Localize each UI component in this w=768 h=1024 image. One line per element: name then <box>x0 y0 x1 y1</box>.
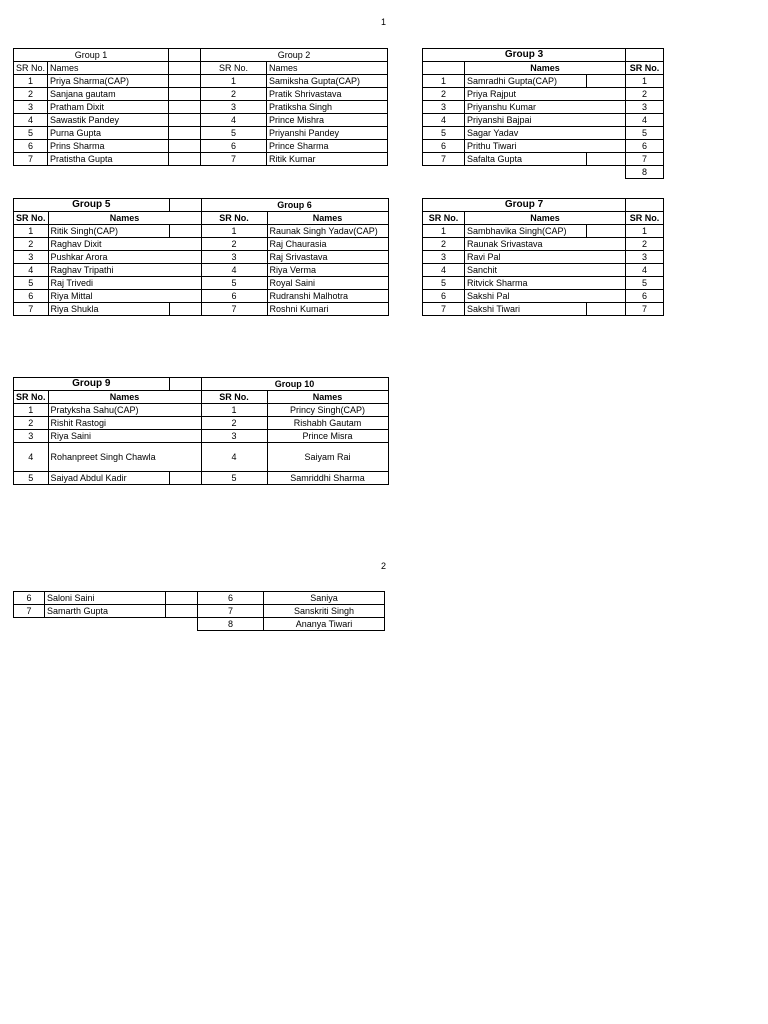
table-row: 4 Sawastik Pandey 4 Prince Mishra <box>14 114 388 127</box>
table-row: 6 Saloni Saini 6 Saniya <box>14 592 385 605</box>
col-sr: SR No. <box>14 212 49 225</box>
table-row: 3 Pushkar Arora 3 Raj Srivastava <box>14 251 389 264</box>
table-row: 6 Riya Mittal 6 Rudranshi Malhotra <box>14 290 389 303</box>
table-row: 8 <box>423 166 664 179</box>
table-row: 6 Prins Sharma 6 Prince Sharma <box>14 140 388 153</box>
table-row: 6 Sakshi Pal 6 <box>423 290 664 303</box>
group-3-table <box>422 48 664 179</box>
column-header-row <box>14 391 389 404</box>
table-row: 3 Pratham Dixit 3 Pratiksha Singh <box>14 101 388 114</box>
table-row: 7 Riya Shukla 7 Roshni Kumari <box>14 303 389 316</box>
col-names: Names <box>267 212 388 225</box>
table-row: 1 Ritik Singh(CAP) 1 Raunak Singh Yadav(CAP) <box>14 225 389 238</box>
group-title: Group 10 <box>201 378 388 391</box>
table-row: 7 Sakshi Tiwari 7 <box>423 303 664 316</box>
table-row: 2 Rishit Rastogi 2 Rishabh Gautam <box>14 417 389 430</box>
col-sr: SR No. <box>201 391 267 404</box>
group-title: Group 3 <box>423 49 626 62</box>
table-row: 3 Riya Saini 3 Prince Misra <box>14 430 389 443</box>
group-title: Group 9 <box>14 378 170 391</box>
col-names: Names <box>267 62 388 75</box>
col-sr: SR No. <box>14 391 49 404</box>
header-row <box>423 199 664 212</box>
col-sr: SR No. <box>201 62 267 75</box>
group-7-table <box>422 198 664 316</box>
group-title: Group 7 <box>423 199 626 212</box>
table-row: 6 Prithu Tiwari 6 <box>423 140 664 153</box>
col-names: Names <box>48 391 201 404</box>
group-1-2-table <box>13 48 388 166</box>
table-row: 5 Raj Trivedi 5 Royal Saini <box>14 277 389 290</box>
group-5-6-table <box>13 198 389 316</box>
table-row: 2 Sanjana gautam 2 Pratik Shrivastava <box>14 88 388 101</box>
col-names: Names <box>48 212 201 225</box>
col-sr: SR No. <box>626 212 664 225</box>
table-row: 3 Priyanshu Kumar 3 <box>423 101 664 114</box>
header-row <box>14 49 388 62</box>
group-9-10-continued-table <box>13 591 385 631</box>
table-row: 3 Ravi Pal 3 <box>423 251 664 264</box>
table-row: 5 Sagar Yadav 5 <box>423 127 664 140</box>
table-row: 1 Pratyksha Sahu(CAP) 1 Princy Singh(CAP) <box>14 404 389 417</box>
table-row: 2 Priya Rajput 2 <box>423 88 664 101</box>
table-row: 2 Raunak Srivastava 2 <box>423 238 664 251</box>
col-names: Names <box>48 62 169 75</box>
column-header-row <box>423 62 664 75</box>
table-row: 4 Priyanshi Bajpai 4 <box>423 114 664 127</box>
table-row: 5 Saiyad Abdul Kadir 5 Samriddhi Sharma <box>14 472 389 485</box>
col-names: Names <box>465 62 626 75</box>
header-row <box>14 199 389 212</box>
table-row: 1 Priya Sharma(CAP) 1 Samiksha Gupta(CAP) <box>14 75 388 88</box>
group-title: Group 2 <box>201 49 388 62</box>
table-row: 4 Sanchit 4 <box>423 264 664 277</box>
column-header-row <box>14 212 389 225</box>
table-row: 7 Safalta Gupta 7 <box>423 153 664 166</box>
col-sr: SR No. <box>423 212 465 225</box>
page-number: 1 <box>381 17 387 27</box>
group-title: Group 1 <box>14 49 169 62</box>
table-row: 4 Rohanpreet Singh Chawla 4 Saiyam Rai <box>14 443 389 472</box>
group-title: Group 5 <box>14 199 170 212</box>
col-names: Names <box>465 212 626 225</box>
table-row: 1 Samradhi Gupta(CAP) 1 <box>423 75 664 88</box>
table-row: 5 Purna Gupta 5 Priyanshi Pandey <box>14 127 388 140</box>
table-row: 7 Samarth Gupta 7 Sanskriti Singh <box>14 605 385 618</box>
col-sr: SR No. <box>626 62 664 75</box>
group-title: Group 6 <box>201 199 388 212</box>
column-header-row <box>14 62 388 75</box>
col-sr: SR No. <box>14 62 48 75</box>
col-sr: SR No. <box>201 212 267 225</box>
page-number: 2 <box>381 561 387 571</box>
table-row: 5 Ritvick Sharma 5 <box>423 277 664 290</box>
header-row <box>14 378 389 391</box>
header-row <box>423 49 664 62</box>
group-9-10-table <box>13 377 389 485</box>
col-names: Names <box>267 391 388 404</box>
table-row: 8 Ananya Tiwari <box>14 618 385 631</box>
table-row: 4 Raghav Tripathi 4 Riya Verma <box>14 264 389 277</box>
table-row: 7 Pratistha Gupta 7 Ritik Kumar <box>14 153 388 166</box>
column-header-row <box>423 212 664 225</box>
table-row: 1 Sambhavika Singh(CAP) 1 <box>423 225 664 238</box>
table-row: 2 Raghav Dixit 2 Raj Chaurasia <box>14 238 389 251</box>
